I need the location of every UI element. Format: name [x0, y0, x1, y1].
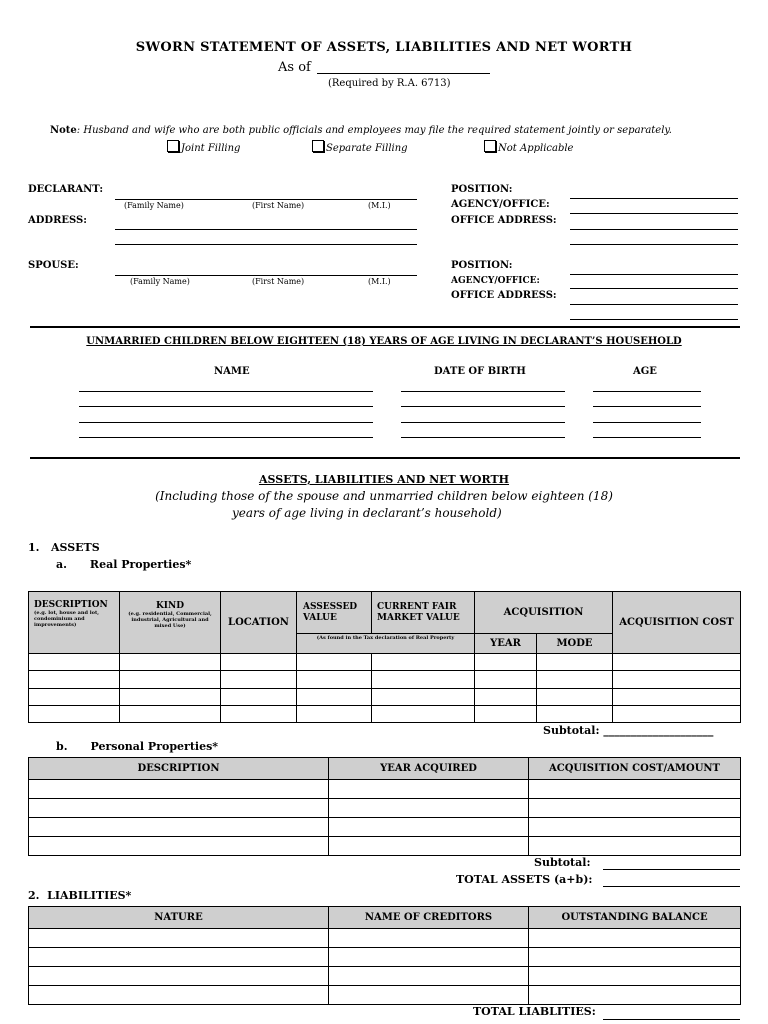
- table-cell[interactable]: [29, 929, 329, 948]
- table-cell[interactable]: [537, 654, 613, 671]
- real-subtotal: Subtotal: ____________________: [543, 724, 714, 737]
- child-age-header: AGE: [633, 366, 657, 377]
- table-cell[interactable]: [613, 654, 741, 671]
- form-title: SWORN STATEMENT OF ASSETS, LIABILITIES AND NET WORTH: [135, 40, 633, 55]
- child-age-line[interactable]: [593, 391, 701, 392]
- as-of-label: As of: [278, 60, 311, 75]
- table-cell[interactable]: [120, 671, 221, 688]
- child-name-header: NAME: [214, 366, 250, 377]
- table-cell[interactable]: [221, 671, 297, 688]
- not-applicable-label: Not Applicable: [498, 143, 574, 154]
- child-name-line[interactable]: [79, 406, 373, 407]
- checkbox-icon[interactable]: [312, 140, 324, 152]
- child-dob-line[interactable]: [401, 406, 565, 407]
- real-col-acquisition: ACQUISITION: [475, 592, 613, 634]
- real-col-mode: MODE: [537, 634, 613, 654]
- declarant-family-name-caption: (Family Name): [124, 201, 184, 210]
- declarant-first-name-caption: (First Name): [252, 201, 305, 210]
- table-cell[interactable]: [475, 689, 537, 706]
- spouse-label: SPOUSE:: [28, 260, 79, 271]
- declarant-agency-line[interactable]: [570, 213, 738, 214]
- personal-col-year: YEAR ACQUIRED: [329, 758, 529, 780]
- required-text: (Required by R.A. 6713): [328, 78, 451, 89]
- table-cell[interactable]: [329, 818, 529, 837]
- child-name-line[interactable]: [79, 391, 373, 392]
- table-cell[interactable]: [329, 986, 529, 1005]
- checkbox-icon[interactable]: [484, 140, 496, 152]
- note: [50, 125, 672, 136]
- spouse-agency-label: AGENCY/OFFICE:: [451, 276, 540, 286]
- alnw-subtitle-2: years of age living in declarant’s household): [232, 506, 502, 520]
- address-label: ADDRESS:: [28, 215, 87, 226]
- table-cell[interactable]: [29, 948, 329, 967]
- table-cell[interactable]: [120, 706, 221, 723]
- real-col-description: DESCRIPTION (e.g. lot, house and lot, condominium and improvements): [29, 592, 120, 654]
- table-cell[interactable]: [297, 706, 372, 723]
- table-cell[interactable]: [372, 689, 475, 706]
- table-cell[interactable]: [221, 689, 297, 706]
- declarant-office-address-label: OFFICE ADDRESS:: [451, 215, 557, 226]
- kind-note: (e.g. residential, Commercial, industrial, Agricultural and mixed Use): [128, 611, 212, 629]
- spouse-family-name-caption: (Family Name): [130, 277, 190, 286]
- table-cell[interactable]: [120, 654, 221, 671]
- child-dob-header: DATE OF BIRTH: [434, 366, 526, 377]
- alnw-title: ASSETS, LIABILITIES AND NET WORTH: [258, 473, 510, 486]
- liab-col-nature: NATURE: [29, 907, 329, 929]
- personal-col-cost: ACQUISITION COST/AMOUNT: [529, 758, 741, 780]
- table-cell[interactable]: [529, 837, 741, 856]
- real-col-location: LOCATION: [221, 592, 297, 654]
- spouse-agency-line[interactable]: [570, 288, 738, 289]
- child-age-line[interactable]: [593, 422, 701, 423]
- table-cell[interactable]: [537, 706, 613, 723]
- table-cell[interactable]: [613, 671, 741, 688]
- declarant-mi-caption: (M.I.): [368, 201, 391, 210]
- liabilities-heading: 2. LIABILITIES*: [28, 889, 132, 902]
- spouse-mi-caption: (M.I.): [368, 277, 391, 286]
- real-properties-table: [28, 591, 741, 723]
- joint-filing-label: Joint Filling: [181, 143, 241, 154]
- table-cell[interactable]: [120, 689, 221, 706]
- real-properties-heading: a. Real Properties*: [56, 558, 192, 571]
- spouse-name-line[interactable]: [115, 275, 417, 276]
- declarant-position-line[interactable]: [570, 198, 738, 199]
- child-age-line[interactable]: [593, 406, 701, 407]
- table-cell[interactable]: [29, 689, 120, 706]
- section-divider: [30, 326, 740, 328]
- assets-heading: 1. ASSETS: [28, 541, 100, 554]
- table-cell[interactable]: [29, 967, 329, 986]
- child-age-line[interactable]: [593, 437, 701, 438]
- joint-filing-option[interactable]: [167, 140, 240, 154]
- description-note: (e.g. lot, house and lot, condominium and improvements): [34, 610, 100, 628]
- table-cell[interactable]: [372, 706, 475, 723]
- declarant-agency-label: AGENCY/OFFICE:: [451, 199, 550, 210]
- liabilities-table: [28, 906, 741, 1005]
- declarant-office-address-line-1[interactable]: [570, 229, 738, 230]
- separate-filing-label: Separate Filling: [326, 143, 408, 154]
- table-cell[interactable]: [475, 706, 537, 723]
- table-cell[interactable]: [29, 654, 120, 671]
- personal-subtotal-line[interactable]: [603, 869, 740, 870]
- table-cell[interactable]: [29, 671, 120, 688]
- personal-col-description: DESCRIPTION: [29, 758, 329, 780]
- table-cell[interactable]: [529, 799, 741, 818]
- table-cell[interactable]: [475, 671, 537, 688]
- child-dob-line[interactable]: [401, 437, 565, 438]
- table-cell[interactable]: [29, 837, 329, 856]
- not-applicable-option[interactable]: [484, 140, 573, 154]
- note-label: Note: [50, 125, 77, 136]
- table-cell[interactable]: [537, 671, 613, 688]
- as-of-line[interactable]: [317, 73, 490, 74]
- table-cell[interactable]: [297, 671, 372, 688]
- table-cell[interactable]: [372, 654, 475, 671]
- total-liabilities-label: TOTAL LIABLITIES:: [473, 1005, 596, 1018]
- total-liabilities-line[interactable]: [603, 1019, 740, 1020]
- alnw-subtitle-1: (Including those of the spouse and unmarried children below eighteen (18): [155, 489, 613, 503]
- child-dob-line[interactable]: [401, 391, 565, 392]
- child-name-line[interactable]: [79, 422, 373, 423]
- table-cell[interactable]: [329, 967, 529, 986]
- table-cell[interactable]: [297, 654, 372, 671]
- table-cell[interactable]: [529, 780, 741, 799]
- table-cell[interactable]: [475, 654, 537, 671]
- real-col-year: YEAR: [475, 634, 537, 654]
- table-cell[interactable]: [613, 689, 741, 706]
- table-cell[interactable]: [529, 948, 741, 967]
- address-line-2[interactable]: [115, 244, 417, 245]
- real-col-acquisition-cost: ACQUISITION COST: [613, 592, 741, 654]
- table-cell[interactable]: [329, 837, 529, 856]
- liab-col-balance: OUTSTANDING BALANCE: [529, 907, 741, 929]
- table-cell[interactable]: [329, 799, 529, 818]
- table-cell[interactable]: [221, 706, 297, 723]
- table-cell[interactable]: [529, 986, 741, 1005]
- child-name-line[interactable]: [79, 437, 373, 438]
- table-cell[interactable]: [529, 818, 741, 837]
- table-cell[interactable]: [329, 780, 529, 799]
- spouse-first-name-caption: (First Name): [252, 277, 305, 286]
- total-assets-label: TOTAL ASSETS (a+b):: [456, 873, 593, 886]
- declarant-position-label: POSITION:: [451, 184, 513, 195]
- address-line-1[interactable]: [115, 229, 417, 230]
- personal-properties-heading: b. Personal Properties*: [56, 740, 219, 753]
- table-cell[interactable]: [537, 689, 613, 706]
- table-cell[interactable]: [29, 706, 120, 723]
- total-assets-line[interactable]: [603, 886, 740, 887]
- separate-filing-option[interactable]: [312, 140, 408, 154]
- children-title: UNMARRIED CHILDREN BELOW EIGHTEEN (18) YEARS OF AGE LIVING IN DECLARANT’S HOUSEHOLD: [86, 336, 682, 347]
- liab-col-creditors: NAME OF CREDITORS: [329, 907, 529, 929]
- real-col-fair-market: CURRENT FAIR MARKET VALUE: [372, 592, 475, 634]
- table-cell[interactable]: [297, 689, 372, 706]
- table-cell[interactable]: [329, 929, 529, 948]
- table-cell[interactable]: [29, 818, 329, 837]
- real-value-note: (As found in the Tax declaration of Real Property: [297, 634, 475, 654]
- real-col-kind: KIND (e.g. residential, Commercial, industrial, Agricultural and mixed Use): [120, 592, 221, 654]
- table-cell[interactable]: [29, 799, 329, 818]
- table-cell[interactable]: [613, 706, 741, 723]
- declarant-name-line[interactable]: [115, 199, 417, 200]
- table-cell[interactable]: [29, 780, 329, 799]
- table-cell[interactable]: [529, 929, 741, 948]
- personal-subtotal-label: Subtotal:: [534, 856, 591, 869]
- declarant-label: DECLARANT:: [28, 184, 104, 195]
- spouse-office-address-label: OFFICE ADDRESS:: [451, 290, 557, 301]
- checkbox-icon[interactable]: [167, 140, 179, 152]
- table-cell[interactable]: [221, 654, 297, 671]
- spouse-office-address-line-1[interactable]: [570, 304, 738, 305]
- declarant-office-address-line-2[interactable]: [570, 244, 738, 245]
- spouse-office-address-line-2[interactable]: [570, 319, 738, 320]
- personal-properties-table: [28, 757, 741, 856]
- note-text: : Husband and wife who are both public officials and employees may file the required statement jointly or separately.: [76, 125, 672, 136]
- table-cell[interactable]: [29, 986, 329, 1005]
- table-cell[interactable]: [529, 967, 741, 986]
- real-col-assessed: ASSESSED VALUE: [297, 592, 372, 634]
- child-dob-line[interactable]: [401, 422, 565, 423]
- spouse-position-label: POSITION:: [451, 260, 513, 271]
- section-divider: [30, 457, 740, 459]
- table-cell[interactable]: [329, 948, 529, 967]
- table-cell[interactable]: [372, 671, 475, 688]
- spouse-position-line[interactable]: [570, 274, 738, 275]
